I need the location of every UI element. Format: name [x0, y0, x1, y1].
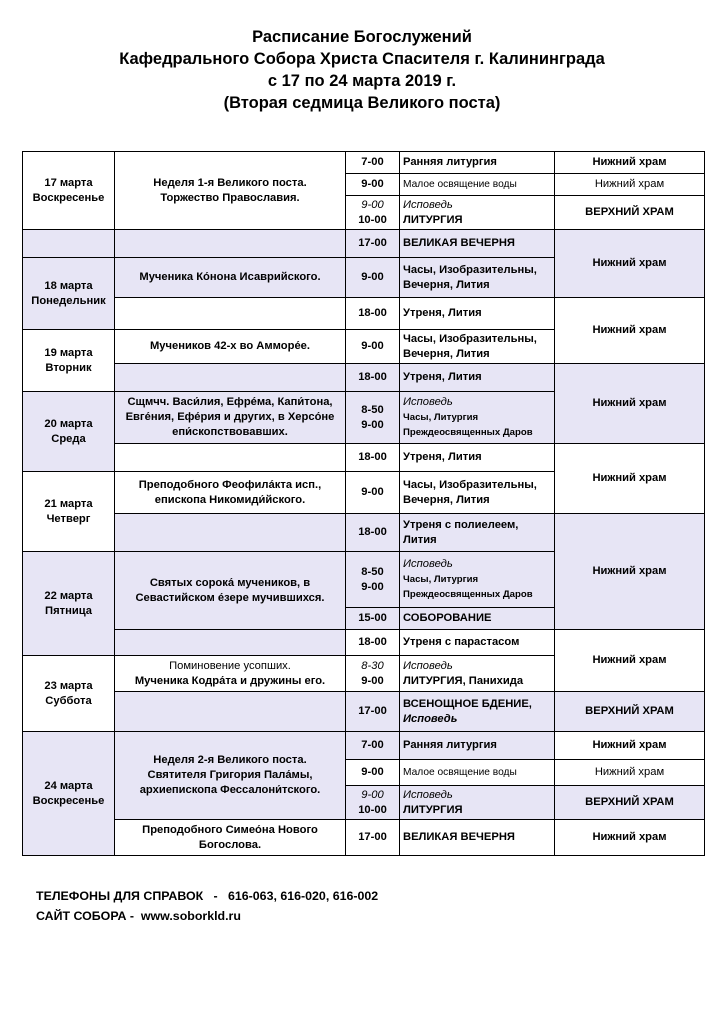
- service-text: СОБОРОВАНИЕ: [403, 612, 492, 624]
- day-cell-18: [23, 258, 115, 330]
- service-text: Малое освящение воды: [403, 767, 517, 778]
- service-cell: [400, 444, 555, 472]
- title-line-2: Кафедрального Собора Христа Спасителя г. Калининграда: [119, 50, 605, 68]
- table-row: [23, 230, 705, 258]
- service-cell: [400, 820, 555, 856]
- service-cell: [400, 258, 555, 298]
- time-cell: 9-00: [346, 760, 400, 786]
- title-line-4: (Вторая седмица Великого поста): [223, 94, 501, 112]
- feast-line: Торжество Православия.: [160, 191, 300, 204]
- page-title: [0, 26, 724, 114]
- place-cell: Нижний храм: [555, 820, 705, 856]
- service-confession: Исповедь: [403, 712, 458, 725]
- date: 20 марта: [44, 417, 93, 430]
- service-text: Вечерня, Лития: [403, 493, 490, 506]
- weekday: Пятница: [45, 604, 92, 617]
- time-confession: 8-50: [361, 403, 384, 416]
- date: 21 марта: [44, 497, 93, 510]
- service-text: Вечерня, Лития: [403, 347, 490, 360]
- feast-line: Преподобного Феофила́кта исп.,: [138, 478, 322, 491]
- feast-cell-24: [115, 732, 346, 820]
- date: 17 марта: [44, 176, 93, 189]
- weekday: Вторник: [45, 361, 92, 374]
- place-cell: Нижний храм: [555, 152, 705, 174]
- place-cell: Нижний храм: [555, 760, 705, 786]
- service-text: Утреня с полиелеем,: [403, 518, 519, 531]
- time-cell: 17-00: [346, 230, 400, 258]
- feast-cell-17: [115, 152, 346, 230]
- title-line-3: с 17 по 24 марта 2019 г.: [267, 72, 457, 90]
- weekday: Среда: [51, 432, 86, 445]
- service-cell: [400, 392, 555, 444]
- feast-cell-24b: [115, 820, 346, 856]
- feast-cell-21: [115, 472, 346, 514]
- place-cell: Нижний храм: [555, 230, 705, 298]
- time-confession: 9-00: [361, 788, 384, 801]
- place-cell: Нижний храм: [555, 732, 705, 760]
- weekday: Понедельник: [31, 294, 106, 307]
- place-cell: ВЕРХНИЙ ХРАМ: [555, 692, 705, 732]
- footer-phones: ТЕЛЕФОНЫ ДЛЯ СПРАВОК - 616-063, 616-020, 616-002: [36, 889, 379, 903]
- feast-line: Преподобного Симео́на Нового: [142, 823, 318, 836]
- place-cell: Нижний храм: [555, 298, 705, 364]
- time-cell: 15-00: [346, 608, 400, 630]
- service-cell: [400, 230, 555, 258]
- service-cell: [400, 608, 555, 630]
- service-text: ВЕЛИКАЯ ВЕЧЕРНЯ: [403, 237, 515, 249]
- feast-cell-22: [115, 552, 346, 630]
- table-row: [23, 630, 705, 656]
- service-text: ВСЕНОЩНОЕ БДЕНИЕ,: [403, 697, 532, 710]
- empty-cell: [115, 630, 346, 656]
- table-row: [23, 444, 705, 472]
- service-text: Утреня с парастасом: [403, 636, 520, 648]
- day-cell-23: [23, 656, 115, 732]
- footer-site: САЙТ СОБОРА - www.soborkld.ru: [36, 909, 241, 923]
- service-cell: [400, 174, 555, 196]
- date: 18 марта: [44, 279, 93, 292]
- title-line-1: Расписание Богослужений: [252, 28, 472, 46]
- table-row: [23, 364, 705, 392]
- day-cell-20: [23, 392, 115, 472]
- time-main: 9-00: [361, 418, 384, 431]
- feast-line: Мученика Кодра́та и дружины его.: [134, 674, 326, 687]
- service-cell: [400, 692, 555, 732]
- service-confession: Исповедь: [403, 198, 453, 211]
- table-row: [23, 514, 705, 552]
- service-text: Преждеосвященных Даров: [403, 589, 533, 600]
- service-text: Утреня, Лития: [403, 307, 482, 319]
- table-row: [23, 692, 705, 732]
- place-cell: Нижний храм: [555, 364, 705, 444]
- service-text: Часы, Изобразительны,: [403, 332, 537, 345]
- day-cell-22: [23, 552, 115, 656]
- feast-cell-19: Мучеников 42-х во Амморе́е.: [115, 330, 346, 364]
- place-cell: Нижний храм: [555, 630, 705, 692]
- empty-cell: [115, 444, 346, 472]
- time-confession: 8-50: [361, 565, 384, 578]
- service-cell: [400, 298, 555, 330]
- time-cell: 9-00: [346, 174, 400, 196]
- feast-line: Севастийском е́зере мучившихся.: [135, 591, 325, 604]
- weekday: Суббота: [45, 694, 92, 707]
- time-confession: 8-30: [361, 659, 384, 672]
- place-cell: Нижний храм: [555, 174, 705, 196]
- service-cell: [400, 364, 555, 392]
- service-text: Ранняя литургия: [403, 156, 497, 168]
- feast-cell-18: Мученика Ко́нона Исаврийского.: [115, 258, 346, 298]
- service-cell: [400, 732, 555, 760]
- time-cell: 7-00: [346, 152, 400, 174]
- service-text: ВЕЛИКАЯ ВЕЧЕРНЯ: [403, 831, 515, 843]
- time-cell: [346, 392, 400, 444]
- day-cell-19: [23, 330, 115, 392]
- time-cell: [346, 196, 400, 230]
- place-cell: Нижний храм: [555, 514, 705, 630]
- time-cell: 17-00: [346, 820, 400, 856]
- service-cell: [400, 786, 555, 820]
- time-main: 10-00: [358, 803, 387, 816]
- time-main: 9-00: [361, 674, 384, 687]
- service-confession: Исповедь: [403, 558, 453, 570]
- service-cell: [400, 152, 555, 174]
- service-text: Часы, Литургия: [403, 574, 479, 585]
- service-cell: [400, 760, 555, 786]
- service-text: Утреня, Лития: [403, 371, 482, 383]
- place-cell: Нижний храм: [555, 444, 705, 514]
- time-main: 9-00: [361, 580, 384, 593]
- date: 24 марта: [44, 779, 93, 792]
- service-cell: [400, 630, 555, 656]
- feast-line: Неделя 1-я Великого поста.: [153, 176, 307, 189]
- place-cell: ВЕРХНИЙ ХРАМ: [555, 196, 705, 230]
- empty-cell: [115, 364, 346, 392]
- feast-line: Святителя Григория Пала́мы,: [147, 769, 313, 781]
- service-confession: Исповедь: [403, 659, 453, 672]
- table-row: [23, 152, 705, 174]
- service-text: ЛИТУРГИЯ: [403, 803, 463, 816]
- time-cell: 7-00: [346, 732, 400, 760]
- service-text: Ранняя литургия: [403, 739, 497, 751]
- feast-line: Евге́ния, Ефе́рия и других, в Херсо́не: [125, 411, 335, 423]
- feast-line: Сщмчч. Васи́лия, Ефре́ма, Капи́тона,: [127, 396, 333, 408]
- feast-line: Святых сорока́ мучеников, в: [149, 576, 311, 589]
- feast-line: Поминовение усопших.: [169, 659, 291, 672]
- empty-cell: [23, 230, 115, 258]
- time-cell: 18-00: [346, 298, 400, 330]
- feast-line: Неделя 2-я Великого поста.: [153, 754, 307, 766]
- feast-line: епи́скопствовавших.: [172, 426, 288, 438]
- service-text: Малое освящение воды: [403, 179, 517, 190]
- service-cell: [400, 514, 555, 552]
- empty-cell: [115, 230, 346, 258]
- time-cell: 9-00: [346, 258, 400, 298]
- service-text: ЛИТУРГИЯ: [403, 213, 463, 226]
- footer: [36, 886, 378, 926]
- feast-cell-23: [115, 656, 346, 692]
- service-text: Лития: [403, 533, 437, 546]
- empty-cell: [115, 298, 346, 330]
- service-confession: Исповедь: [403, 396, 453, 408]
- feast-line: архиепископа Фессалони́тского.: [139, 784, 321, 796]
- service-text: Часы, Изобразительны,: [403, 478, 537, 491]
- table-row: [23, 820, 705, 856]
- service-cell: [400, 330, 555, 364]
- weekday: Воскресенье: [32, 191, 105, 204]
- day-cell-17: [23, 152, 115, 230]
- service-cell: [400, 656, 555, 692]
- service-cell: [400, 552, 555, 608]
- time-cell: 9-00: [346, 330, 400, 364]
- time-cell: 17-00: [346, 692, 400, 732]
- day-cell-21: [23, 472, 115, 552]
- service-text: Вечерня, Лития: [403, 278, 490, 291]
- service-text: Утреня, Лития: [403, 451, 482, 463]
- table-row: [23, 298, 705, 330]
- empty-cell: [115, 692, 346, 732]
- date: 23 марта: [44, 679, 93, 692]
- service-cell: [400, 472, 555, 514]
- schedule-table: [22, 151, 705, 856]
- time-main: 10-00: [358, 213, 387, 226]
- service-text: Часы, Литургия: [403, 412, 479, 423]
- service-cell: [400, 196, 555, 230]
- date: 22 марта: [44, 589, 93, 602]
- date: 19 марта: [44, 346, 93, 359]
- weekday: Четверг: [46, 512, 91, 525]
- time-cell: [346, 656, 400, 692]
- feast-cell-20: [115, 392, 346, 444]
- time-cell: 18-00: [346, 514, 400, 552]
- time-cell: [346, 786, 400, 820]
- service-confession: Исповедь: [403, 788, 453, 801]
- empty-cell: [115, 514, 346, 552]
- time-cell: [346, 552, 400, 608]
- service-text: Часы, Изобразительны,: [403, 263, 537, 276]
- day-cell-24: [23, 732, 115, 856]
- service-text: Преждеосвященных Даров: [403, 427, 533, 438]
- service-text: ЛИТУРГИЯ, Панихида: [403, 674, 524, 687]
- feast-line: епископа Никомиди́йского.: [154, 493, 306, 506]
- time-cell: 18-00: [346, 364, 400, 392]
- weekday: Воскресенье: [32, 794, 105, 807]
- time-cell: 18-00: [346, 630, 400, 656]
- time-cell: 9-00: [346, 472, 400, 514]
- time-confession: 9-00: [361, 198, 384, 211]
- table-row: [23, 732, 705, 760]
- time-cell: 18-00: [346, 444, 400, 472]
- feast-line: Богослова.: [198, 838, 262, 851]
- place-cell: ВЕРХНИЙ ХРАМ: [555, 786, 705, 820]
